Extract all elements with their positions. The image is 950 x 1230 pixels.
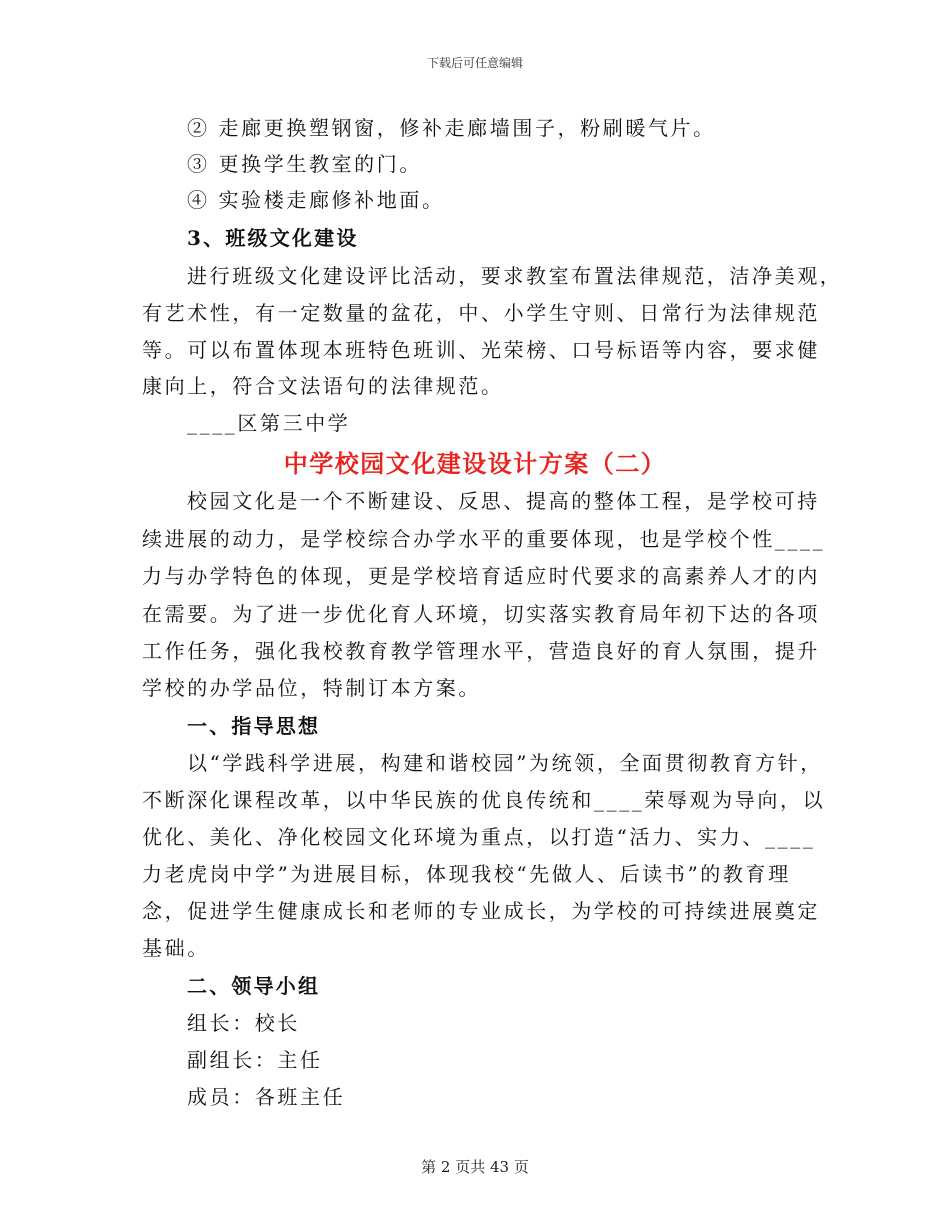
member-line: 副组长：主任 bbox=[187, 1048, 323, 1072]
paragraph-line: 力与办学特色的体现，更是学校培育适应时代要求的高素养人才的内 bbox=[142, 564, 820, 588]
section-heading: 3、班级文化建设 bbox=[187, 226, 359, 250]
paragraph-line: 基础。 bbox=[142, 936, 210, 960]
paragraph-line: 力老虎岗中学”为进展目标，体现我校“先做人、后读书”的教育理 bbox=[142, 862, 791, 886]
list-item: ② 走廊更换塑钢窗，修补走廊墙围子，粉刷暖气片。 bbox=[187, 116, 716, 140]
paragraph-line: 不断深化课程改革，以中华民族的优良传统和____荣辱观为导向，以 bbox=[142, 788, 826, 812]
signature-line: ____区第三中学 bbox=[187, 411, 351, 435]
member-line: 成员：各班主任 bbox=[187, 1085, 346, 1109]
paragraph-line: 进行班级文化建设评比活动，要求教室布置法律规范，洁净美观， bbox=[187, 264, 843, 288]
paragraph-line: 康向上，符合文法语句的法律规范。 bbox=[142, 374, 504, 398]
paragraph-line: 工作任务，强化我校教育教学管理水平，营造良好的育人氛围，提升 bbox=[142, 639, 820, 663]
paragraph-line: 优化、美化、净化校园文化环境为重点，以打造“活力、实力、____ bbox=[142, 825, 816, 849]
document-title: 中学校园文化建设设计方案（二） bbox=[283, 449, 667, 478]
paragraph-line: 学校的办学品位，特制订本方案。 bbox=[142, 676, 481, 700]
page-header: 下载后可任意编辑 bbox=[426, 56, 523, 70]
page-footer: 第 2 页共 43 页 bbox=[421, 1158, 529, 1176]
paragraph-line: 有艺术性，有一定数量的盆花，中、小学生守则、日常行为法律规范 bbox=[142, 301, 820, 325]
paragraph-line: 以“学践科学进展，构建和谐校园”为统领，全面贯彻教育方针， bbox=[187, 751, 823, 775]
paragraph-line: 等。可以布置体现本班特色班训、光荣榜、口号标语等内容，要求健 bbox=[142, 338, 820, 362]
paragraph-line: 校园文化是一个不断建设、反思、提高的整体工程，是学校可持 bbox=[187, 489, 820, 513]
section-heading: 一、指导思想 bbox=[187, 714, 321, 738]
paragraph-line: 续进展的动力，是学校综合办学水平的重要体现，也是学校个性____ bbox=[142, 527, 826, 551]
member-line: 组长：校长 bbox=[187, 1011, 300, 1035]
section-heading: 二、领导小组 bbox=[187, 974, 321, 998]
list-item: ③ 更换学生教室的门。 bbox=[187, 152, 422, 176]
list-item: ④ 实验楼走廊修补地面。 bbox=[187, 188, 445, 212]
paragraph-line: 在需要。为了进一步优化育人环境，切实落实教育局年初下达的各项 bbox=[142, 602, 820, 626]
paragraph-line: 念，促进学生健康成长和老师的专业成长，为学校的可持续进展奠定 bbox=[142, 899, 820, 923]
